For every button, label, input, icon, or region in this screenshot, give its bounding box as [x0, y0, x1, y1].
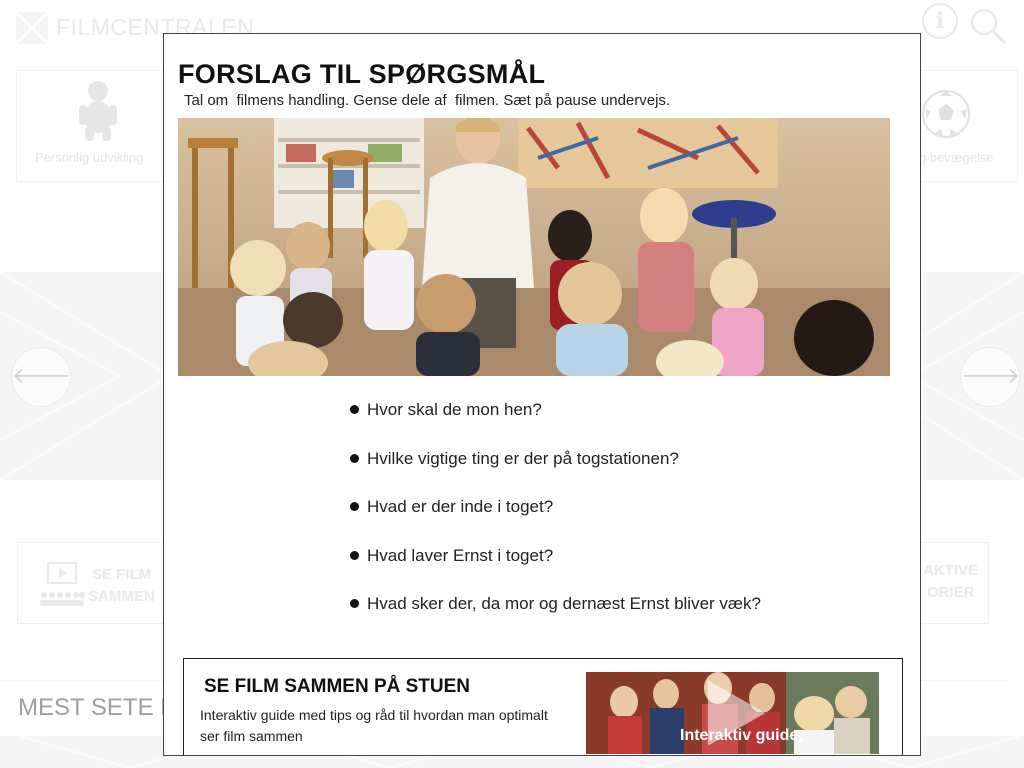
- modal-subtitle: Tal om filmens handling. Gense dele af filmen. Sæt på pause undervejs.: [184, 92, 671, 109]
- bullet-icon: [350, 599, 359, 608]
- questions-modal: [163, 33, 921, 756]
- classroom-photo: [178, 118, 890, 376]
- question-text: Hvor skal de mon hen?: [367, 400, 542, 419]
- question-text: Hvad sker der, da mor og dernæst Ernst bliver væk?: [367, 594, 761, 613]
- guide-card[interactable]: [183, 658, 903, 756]
- bullet-icon: [350, 405, 359, 414]
- guide-video-thumbnail[interactable]: [586, 672, 879, 754]
- guide-description: Interaktiv guide med tips og råd til hvordan man optimalt ser film sammen: [200, 707, 548, 744]
- question-text: Hvilke vigtige ting er der på togstationen?: [367, 448, 679, 468]
- bullet-icon: [350, 502, 359, 511]
- question-text: Hvad er der inde i toget?: [367, 497, 554, 516]
- bullet-icon: [350, 454, 359, 463]
- guide-title[interactable]: SE FILM SAMMEN PÅ STUEN: [204, 676, 471, 697]
- thumbnail-caption: Interaktiv guide,: [680, 727, 803, 744]
- modal-title: FORSLAG TIL SPØRGSMÅL: [178, 59, 546, 89]
- bullet-icon: [350, 551, 359, 560]
- question-text: Hvad laver Ernst i toget?: [367, 545, 554, 565]
